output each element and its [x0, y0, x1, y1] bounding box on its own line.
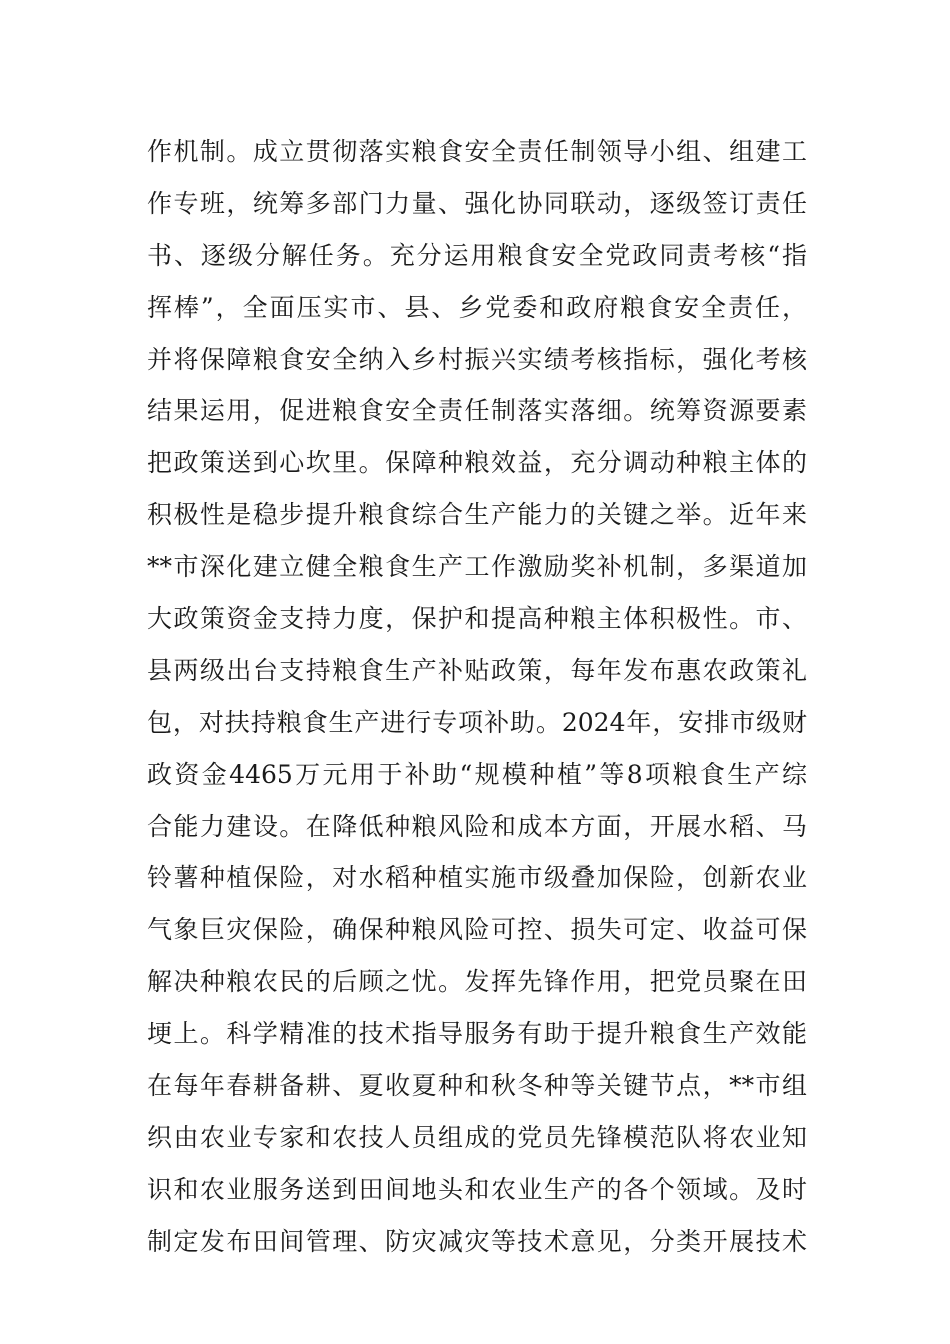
text-line: 书、逐级分解任务。充分运用粮食安全党政同责考核“指 — [147, 240, 807, 270]
text-line: 政资金4465万元用于补助“规模种植”等8项粮食生产综 — [147, 759, 807, 789]
text-line: 制定发布田间管理、防灾减灾等技术意见，分类开展技术 — [147, 1226, 807, 1256]
text-line: 作专班，统筹多部门力量、强化协同联动，逐级签订责任 — [147, 188, 807, 218]
text-line: 铃薯种植保险，对水稻种植实施市级叠加保险，创新农业 — [147, 863, 807, 893]
text-line: 合能力建设。在降低种粮风险和成本方面，开展水稻、马 — [147, 811, 807, 841]
text-line: 埂上。科学精准的技术指导服务有助于提升粮食生产效能 — [147, 1019, 807, 1049]
text-line: 在每年春耕备耕、夏收夏种和秋冬种等关键节点，**市组 — [147, 1071, 807, 1101]
text-line: 挥棒”，全面压实市、县、乡党委和政府粮食安全责任， — [147, 292, 807, 322]
text-line: 大政策资金支持力度，保护和提高种粮主体积极性。市、 — [147, 604, 807, 634]
text-line: 并将保障粮食安全纳入乡村振兴实绩考核指标，强化考核 — [147, 344, 807, 374]
text-line: 县两级出台支持粮食生产补贴政策，每年发布惠农政策礼 — [147, 655, 807, 685]
text-line: 识和农业服务送到田间地头和农业生产的各个领域。及时 — [147, 1174, 807, 1204]
text-line: 积极性是稳步提升粮食综合生产能力的关键之举。近年来 — [147, 500, 807, 530]
text-line: 解决种粮农民的后顾之忧。发挥先锋作用，把党员聚在田 — [147, 967, 807, 997]
text-line: 气象巨灾保险，确保种粮风险可控、损失可定、收益可保 — [147, 915, 807, 945]
text-line: 作机制。成立贯彻落实粮食安全责任制领导小组、组建工 — [147, 137, 807, 166]
body-text — [147, 126, 807, 1268]
text-line: 把政策送到心坎里。保障种粮效益，充分调动种粮主体的 — [147, 448, 807, 478]
text-line: 织由农业专家和农技人员组成的党员先锋模范队将农业知 — [147, 1122, 807, 1152]
text-line: 结果运用，促进粮食安全责任制落实落细。统筹资源要素 — [147, 396, 807, 426]
text-line: 包，对扶持粮食生产进行专项补助。2024年，安排市级财 — [147, 707, 807, 737]
text-line: **市深化建立健全粮食生产工作激励奖补机制，多渠道加 — [147, 552, 807, 582]
